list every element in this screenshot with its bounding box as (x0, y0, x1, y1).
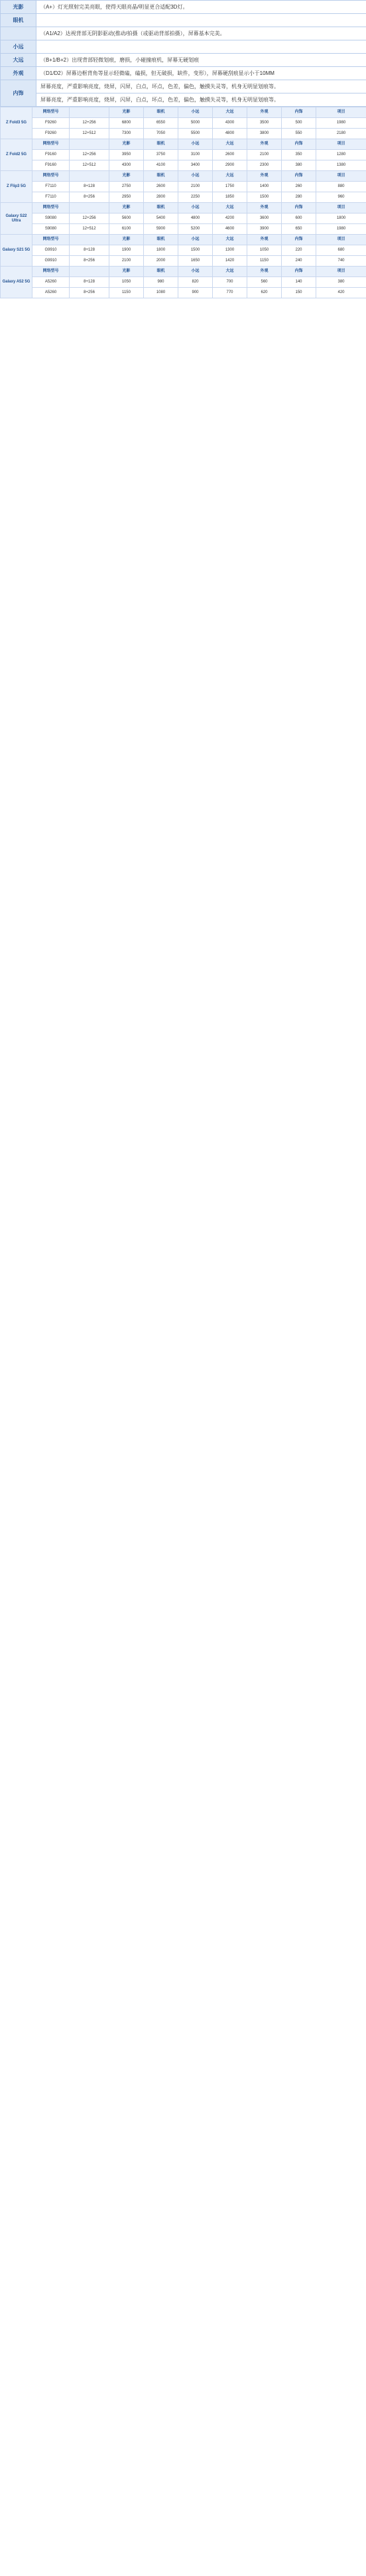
column-header: 小远 (178, 171, 213, 182)
column-header: 眼机 (144, 267, 178, 277)
table-cell: 1150 (109, 288, 144, 298)
spec-row (1, 93, 366, 107)
grade-label: 大远 (1, 54, 36, 67)
table-cell: 3100 (178, 150, 213, 160)
group-label: 内饰 (1, 80, 36, 107)
group-description: 屏幕亮度，严重影响亮度，烧屏，闪屏，白点，坏点，色差，偏色，触摸失灵等，机身无明显划痕等。 (36, 93, 366, 107)
grade-label: 小远 (1, 40, 36, 54)
table-cell: 1500 (178, 245, 213, 256)
table-cell: 12+512 (70, 129, 109, 139)
table-cell: 3950 (109, 150, 144, 160)
table-header-row (1, 139, 366, 150)
table-cell: 620 (247, 288, 282, 298)
column-header: 光影 (109, 267, 144, 277)
table-cell: 2600 (213, 150, 247, 160)
table-cell: 1080 (144, 288, 178, 298)
table-cell: 4100 (144, 160, 178, 171)
column-header: 内饰 (282, 107, 316, 118)
table-cell: 8+256 (70, 256, 109, 267)
table-cell: 4600 (213, 224, 247, 235)
table-cell: 2250 (178, 192, 213, 203)
grade-description: （B+1/B+2）出现背部轻微划痕，磨损，小碰撞痕机，屏幕无硬划痕 (36, 54, 366, 67)
column-header (70, 171, 109, 182)
table-cell: A5260 (32, 277, 70, 288)
table-cell: F9160 (32, 160, 70, 171)
table-cell: F7110 (32, 192, 70, 203)
table-cell: 2950 (109, 192, 144, 203)
table-cell: 2100 (109, 256, 144, 267)
table-cell: 3800 (247, 129, 282, 139)
table-cell: 6550 (144, 118, 178, 129)
column-header: 小远 (178, 139, 213, 150)
column-header: 外观 (247, 139, 282, 150)
table-cell: 140 (282, 277, 316, 288)
table-cell: 1800 (316, 214, 366, 224)
table-cell: 1400 (247, 182, 282, 192)
grade-description: （A+）灯光照射完美亮眼，使得天眼亮晶/明显更合适配3D灯。 (36, 1, 366, 14)
condition-spec-block (0, 0, 366, 107)
table-cell: 5000 (178, 118, 213, 129)
column-header: 小远 (178, 107, 213, 118)
table-header-row (1, 107, 366, 118)
series-name: Z Flip3 5G (1, 171, 32, 203)
table-cell: 1050 (109, 277, 144, 288)
table-cell: 550 (282, 129, 316, 139)
table-cell: 260 (282, 182, 316, 192)
table-cell: 8+128 (70, 277, 109, 288)
table-cell: 2300 (247, 160, 282, 171)
column-header: 大远 (213, 139, 247, 150)
column-header: 网络型号 (32, 107, 70, 118)
table-cell: F9260 (32, 118, 70, 129)
table-cell: S9080 (32, 214, 70, 224)
column-header: 眼机 (144, 235, 178, 245)
column-header: 外观 (247, 171, 282, 182)
table-header-row (1, 171, 366, 182)
table-cell: 7300 (109, 129, 144, 139)
table-row (1, 150, 366, 160)
grade-label: 光影 (1, 1, 36, 14)
column-header: 内饰 (282, 171, 316, 182)
spec-row (1, 27, 366, 40)
table-cell: 3750 (144, 150, 178, 160)
table-cell: 1650 (178, 256, 213, 267)
table-cell: 8+256 (70, 192, 109, 203)
column-header: 大远 (213, 267, 247, 277)
table-cell: F9160 (32, 150, 70, 160)
table-header-row (1, 203, 366, 214)
table-cell: 2100 (247, 150, 282, 160)
table-cell: 2900 (213, 160, 247, 171)
table-row (1, 245, 366, 256)
column-header: 光影 (109, 171, 144, 182)
table-cell: 3900 (247, 224, 282, 235)
table-cell: 3400 (178, 160, 213, 171)
table-cell: 1980 (316, 118, 366, 129)
table-cell: 420 (316, 288, 366, 298)
column-header: 外观 (247, 267, 282, 277)
column-header: 眼机 (144, 107, 178, 118)
column-header (70, 139, 109, 150)
table-cell: 1420 (213, 256, 247, 267)
table-cell: 7050 (144, 129, 178, 139)
spec-row (1, 67, 366, 80)
column-header: 网络型号 (32, 139, 70, 150)
spec-row (1, 40, 366, 54)
column-header: 大远 (213, 235, 247, 245)
series-name: Galaxy A52 5G (1, 267, 32, 298)
column-header: 大远 (213, 171, 247, 182)
table-cell: 1800 (144, 245, 178, 256)
price-table-body (1, 107, 366, 298)
table-cell: 4200 (213, 214, 247, 224)
table-cell: G9910 (32, 256, 70, 267)
table-cell: 4300 (213, 118, 247, 129)
table-cell: 820 (178, 277, 213, 288)
column-header: 项目 (316, 203, 366, 214)
table-cell: 220 (282, 245, 316, 256)
table-row (1, 192, 366, 203)
table-cell: 5600 (109, 214, 144, 224)
table-cell: 880 (316, 182, 366, 192)
table-cell: 380 (316, 277, 366, 288)
column-header (70, 235, 109, 245)
column-header (70, 203, 109, 214)
column-header: 内饰 (282, 203, 316, 214)
grade-description: （D1/D2）屏幕边框背角等显示轻微磕，磕损，但无破损，缺件，变形），屏幕硬刮痕显示小于10MM (36, 67, 366, 80)
series-name: Galaxy S22 Ultra (1, 203, 32, 235)
table-row (1, 256, 366, 267)
column-header: 眼机 (144, 139, 178, 150)
table-cell: 4800 (178, 214, 213, 224)
table-row (1, 277, 366, 288)
table-cell: 12+512 (70, 160, 109, 171)
table-header-row (1, 267, 366, 277)
column-header: 大远 (213, 107, 247, 118)
column-header: 大远 (213, 203, 247, 214)
table-cell: 5200 (178, 224, 213, 235)
table-cell: G9910 (32, 245, 70, 256)
column-header: 外观 (247, 107, 282, 118)
spec-row (1, 1, 366, 14)
table-cell: 1900 (109, 245, 144, 256)
table-cell: 1750 (213, 182, 247, 192)
column-header: 外观 (247, 235, 282, 245)
table-cell: 1850 (213, 192, 247, 203)
table-cell: 150 (282, 288, 316, 298)
table-cell: 350 (282, 150, 316, 160)
table-cell: 2750 (109, 182, 144, 192)
table-cell: 280 (282, 192, 316, 203)
table-header-row (1, 235, 366, 245)
column-header: 光影 (109, 235, 144, 245)
table-cell: 5400 (144, 214, 178, 224)
table-row (1, 224, 366, 235)
table-cell: 980 (144, 277, 178, 288)
table-cell: 2000 (144, 256, 178, 267)
table-cell: 12+256 (70, 118, 109, 129)
table-cell: A5260 (32, 288, 70, 298)
column-header: 项目 (316, 139, 366, 150)
column-header: 小远 (178, 267, 213, 277)
spec-row (1, 14, 366, 27)
table-cell: S9080 (32, 224, 70, 235)
column-header: 内饰 (282, 235, 316, 245)
price-table-block (0, 107, 366, 298)
table-cell: 900 (178, 288, 213, 298)
table-cell: 380 (282, 160, 316, 171)
grade-description: （A1/A2）达视背部无阴影驱动(推动/拍摄（或驱动背部拍摄），屏幕基本完美。 (36, 27, 366, 40)
column-header: 光影 (109, 107, 144, 118)
table-cell: F9260 (32, 129, 70, 139)
table-cell: 1150 (247, 256, 282, 267)
table-cell: 770 (213, 288, 247, 298)
column-header: 小远 (178, 203, 213, 214)
table-cell: 650 (282, 224, 316, 235)
group-description: 屏幕亮度，严重影响亮度，烧屏，闪屏，白点，坏点，色差，偏色，触摸失灵等，机身无明显划痕等。 (36, 80, 366, 93)
table-cell: 1980 (316, 224, 366, 235)
column-header (70, 267, 109, 277)
grade-description (36, 14, 366, 27)
price-table (0, 107, 366, 298)
spec-row (1, 80, 366, 93)
table-cell: 1050 (247, 245, 282, 256)
table-row (1, 118, 366, 129)
column-header: 项目 (316, 107, 366, 118)
column-header: 网络型号 (32, 203, 70, 214)
table-cell: 6800 (109, 118, 144, 129)
table-cell: 3500 (247, 118, 282, 129)
table-cell: 8+128 (70, 245, 109, 256)
table-cell: 1300 (213, 245, 247, 256)
column-header: 小远 (178, 235, 213, 245)
column-header: 项目 (316, 267, 366, 277)
table-cell: 600 (282, 214, 316, 224)
table-row (1, 160, 366, 171)
table-cell: 2600 (144, 182, 178, 192)
series-name: Z Fold3 5G (1, 107, 32, 139)
table-cell: 2100 (178, 182, 213, 192)
column-header: 项目 (316, 171, 366, 182)
column-header: 内饰 (282, 267, 316, 277)
table-cell: 12+256 (70, 214, 109, 224)
table-cell: 8+128 (70, 182, 109, 192)
table-cell: 560 (247, 277, 282, 288)
table-cell: F7110 (32, 182, 70, 192)
grade-label: 外观 (1, 67, 36, 80)
table-cell: 1280 (316, 150, 366, 160)
series-name: Galaxy S21 5G (1, 235, 32, 267)
table-cell: 1500 (247, 192, 282, 203)
series-name: Z Fold2 5G (1, 139, 32, 171)
column-header: 网络型号 (32, 267, 70, 277)
table-cell: 740 (316, 256, 366, 267)
column-header: 外观 (247, 203, 282, 214)
table-cell: 240 (282, 256, 316, 267)
column-header: 光影 (109, 203, 144, 214)
table-row (1, 214, 366, 224)
table-cell: 12+512 (70, 224, 109, 235)
column-header: 内饰 (282, 139, 316, 150)
column-header: 光影 (109, 139, 144, 150)
table-cell: 12+256 (70, 150, 109, 160)
column-header: 网络型号 (32, 171, 70, 182)
table-row (1, 129, 366, 139)
table-cell: 2180 (316, 129, 366, 139)
table-cell: 4800 (213, 129, 247, 139)
column-header: 网络型号 (32, 235, 70, 245)
column-header: 眼机 (144, 203, 178, 214)
table-cell: 1380 (316, 160, 366, 171)
grade-description (36, 40, 366, 54)
table-cell: 2800 (144, 192, 178, 203)
table-cell: 5900 (144, 224, 178, 235)
table-cell: 5500 (178, 129, 213, 139)
table-cell: 960 (316, 192, 366, 203)
condition-spec-table (0, 0, 366, 107)
spec-row (1, 54, 366, 67)
column-header: 项目 (316, 235, 366, 245)
table-cell: 4300 (109, 160, 144, 171)
table-cell: 680 (316, 245, 366, 256)
table-cell: 500 (282, 118, 316, 129)
table-row (1, 288, 366, 298)
table-cell: 700 (213, 277, 247, 288)
table-cell: 3600 (247, 214, 282, 224)
grade-label (1, 27, 36, 40)
table-cell: 8+256 (70, 288, 109, 298)
grade-label: 眼机 (1, 14, 36, 27)
table-row (1, 182, 366, 192)
table-cell: 6100 (109, 224, 144, 235)
column-header: 眼机 (144, 171, 178, 182)
column-header (70, 107, 109, 118)
